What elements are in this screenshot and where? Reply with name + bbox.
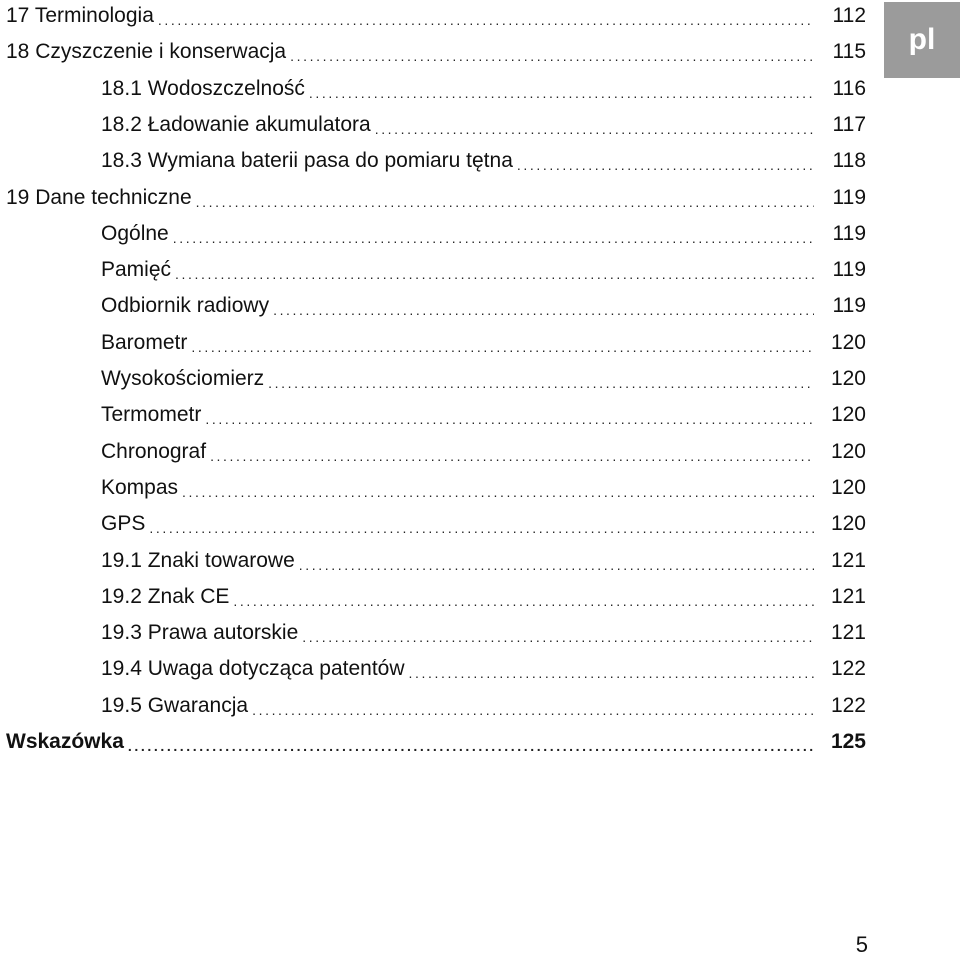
dot-leader	[210, 448, 814, 464]
dot-leader	[182, 484, 814, 500]
dot-leader	[517, 157, 814, 173]
dot-leader	[173, 230, 814, 246]
language-tab: pl	[884, 2, 960, 78]
toc-entry[interactable]	[0, 107, 866, 143]
toc-entry[interactable]	[0, 71, 866, 107]
toc-entry-title: 19.2 Znak CE	[101, 584, 230, 608]
toc-entry-title: Chronograf	[101, 439, 207, 463]
toc-entry-page: 120	[830, 330, 866, 354]
toc-entry-page: 125	[830, 730, 866, 753]
toc-entry-title: 19.4 Uwaga dotycząca patentów	[101, 657, 405, 681]
toc-entry[interactable]	[0, 0, 866, 34]
toc-entry-page: 121	[830, 548, 866, 572]
page-number: 5	[855, 932, 868, 957]
toc-entry-page: 122	[830, 657, 866, 681]
dot-leader	[268, 375, 814, 391]
dot-leader	[252, 702, 814, 718]
toc-entry[interactable]	[0, 470, 866, 506]
dot-leader	[205, 411, 814, 427]
toc-entry[interactable]	[0, 252, 866, 288]
toc-entry-page: 112	[832, 4, 866, 27]
toc-entry[interactable]	[0, 615, 866, 651]
dot-leader	[196, 194, 814, 210]
dot-leader	[299, 557, 814, 573]
toc-entry-title: 18.1 Wodoszczelność	[101, 76, 305, 100]
toc-entry-title: Odbiornik radiowy	[101, 294, 270, 318]
toc-entry-title: Wskazówka	[6, 730, 124, 753]
toc-entry-page: 115	[832, 40, 866, 64]
toc-entry-page: 122	[830, 693, 866, 717]
toc-entry-page: 120	[830, 475, 866, 499]
toc-entry-page: 120	[830, 512, 866, 536]
toc-entry[interactable]	[0, 288, 866, 324]
dot-leader	[375, 121, 814, 137]
dot-leader	[233, 593, 814, 609]
toc-entry[interactable]	[0, 543, 866, 579]
toc-entry[interactable]	[0, 143, 866, 179]
toc-entry-page: 119	[832, 258, 866, 282]
toc-entry[interactable]	[0, 361, 866, 397]
toc-entry-page: 117	[832, 112, 866, 136]
dot-leader	[191, 339, 814, 355]
toc-entry-page: 121	[830, 584, 866, 608]
toc-entry-page: 116	[832, 76, 866, 100]
toc-entry-title: 18.3 Wymiana baterii pasa do pomiaru tętna	[101, 149, 513, 173]
toc-entry-title: 17 Terminologia	[6, 4, 154, 27]
dot-leader	[409, 665, 814, 681]
toc-entry-page: 118	[832, 149, 866, 173]
toc-entry[interactable]	[0, 434, 866, 470]
toc-entry[interactable]	[0, 688, 866, 724]
toc-entry[interactable]	[0, 325, 866, 361]
toc-entry-page: 119	[832, 221, 866, 245]
toc-entry[interactable]	[0, 579, 866, 615]
toc-entry-title: GPS	[101, 512, 146, 536]
toc-entry-page: 120	[830, 439, 866, 463]
toc-entry[interactable]	[0, 397, 866, 433]
toc-entry-title: 19.5 Gwarancja	[101, 693, 249, 717]
toc-entry-page: 119	[832, 185, 866, 209]
toc-entry-title: 19 Dane techniczne	[6, 185, 192, 209]
toc-entry[interactable]	[0, 651, 866, 687]
toc-entry-title: Ogólne	[101, 221, 169, 245]
toc-entry[interactable]	[0, 506, 866, 542]
dot-leader	[309, 85, 814, 101]
toc-entry[interactable]	[0, 724, 866, 760]
toc-entry[interactable]	[0, 180, 866, 216]
dot-leader	[158, 12, 814, 28]
toc-entry-page: 120	[830, 403, 866, 427]
toc-entry-title: 18 Czyszczenie i konserwacja	[6, 40, 287, 64]
toc-entry-title: Kompas	[101, 475, 179, 499]
toc-entry-page: 121	[830, 621, 866, 645]
toc-entry-page: 120	[830, 367, 866, 390]
toc-entry-title: 18.2 Ładowanie akumulatora	[101, 112, 371, 136]
dot-leader	[290, 48, 814, 64]
toc-entry-title: 19.3 Prawa autorskie	[101, 621, 299, 645]
dot-leader	[149, 520, 814, 536]
dot-leader	[273, 302, 814, 318]
toc-entry[interactable]	[0, 216, 866, 252]
toc-entry-title: Pamięć	[101, 258, 172, 282]
toc-entry-title: 19.1 Znaki towarowe	[101, 548, 295, 572]
toc-entry-title: Barometr	[101, 330, 188, 354]
toc-entry-page: 119	[832, 294, 866, 318]
dot-leader	[175, 266, 814, 282]
dot-leader	[128, 738, 814, 754]
dot-leader	[302, 629, 814, 645]
toc-entry-title: Termometr	[101, 403, 202, 427]
toc-entry-title: Wysokościomierz	[101, 367, 265, 390]
toc-entry[interactable]	[0, 34, 866, 70]
